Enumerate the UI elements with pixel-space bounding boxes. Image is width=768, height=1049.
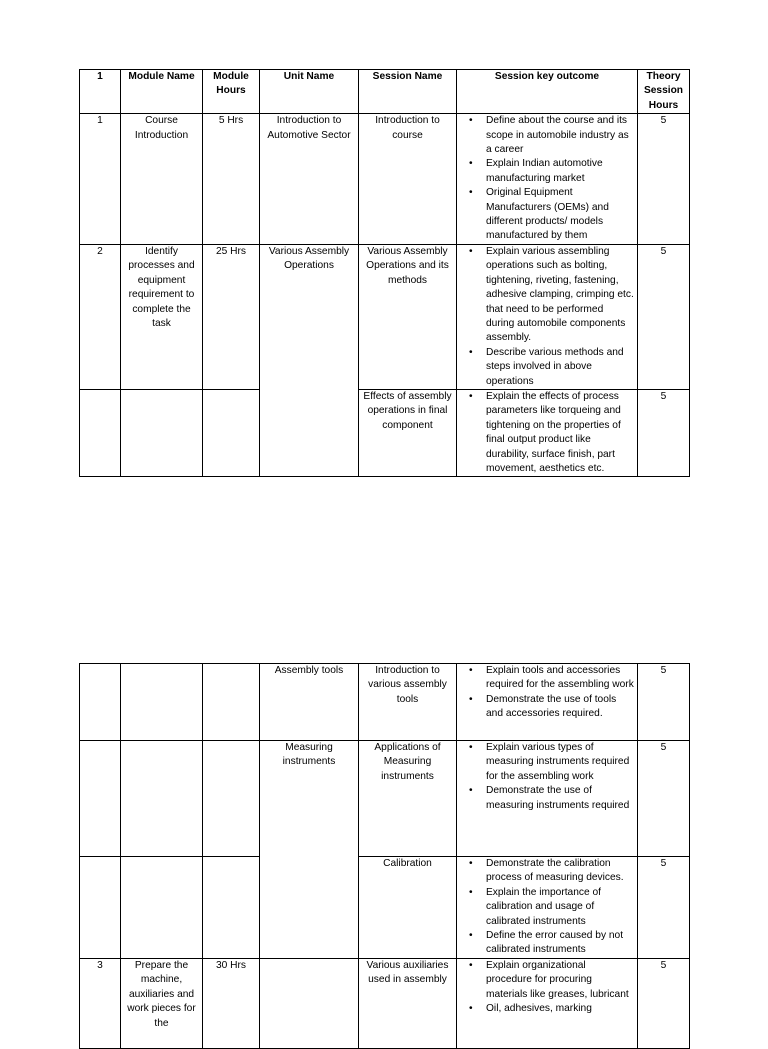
session-name-cell: Introduction to course [359, 114, 457, 245]
outcome-item: • Explain the importance of calibration and usage of calibrated instruments [460, 886, 634, 929]
outcome-item: • Define about the course and its scope in automobile industry as a career [460, 114, 634, 157]
unit-name-cell: Various Assembly Operations [260, 244, 359, 477]
row-number: 3 [80, 959, 121, 1049]
table-row [80, 114, 690, 245]
theory-hours-cell: 5 [638, 114, 690, 245]
outcome-item: • Demonstrate the use of tools and accessories required. [460, 693, 634, 722]
outcome-item: • Demonstrate the use of measuring instruments required [460, 784, 634, 813]
module-name-cell: Course Introduction [121, 114, 203, 245]
session-name-cell: Calibration [359, 857, 457, 959]
table-row [80, 389, 690, 476]
session-outcome-cell [457, 389, 638, 476]
row-number [80, 664, 121, 741]
session-outcome-cell [457, 741, 638, 857]
theory-hours-cell: 5 [638, 664, 690, 741]
table-row [80, 244, 690, 389]
outcome-list [460, 390, 634, 476]
header-module-name: Module Name [121, 70, 203, 114]
table-header-row [80, 70, 690, 114]
module-name-cell [121, 857, 203, 959]
session-outcome-cell [457, 857, 638, 959]
theory-hours-cell: 5 [638, 857, 690, 959]
module-name-cell [121, 741, 203, 857]
unit-name-cell: Assembly tools [260, 664, 359, 741]
unit-name-cell [260, 959, 359, 1049]
module-hours-cell [203, 741, 260, 857]
outcome-list [460, 857, 634, 958]
outcome-item: • Define the error caused by not calibrated instruments [460, 929, 634, 958]
outcome-item: • Demonstrate the calibration process of measuring devices. [460, 857, 634, 886]
outcome-item: • Original Equipment Manufacturers (OEMs) and different products/ models manufactured by them [460, 186, 634, 244]
module-hours-cell [203, 664, 260, 741]
header-theory-session-hours: Theory Session Hours [638, 70, 690, 114]
table-row [80, 664, 690, 741]
outcome-list [460, 959, 634, 1017]
session-name-cell: Applications of Measuring instruments [359, 741, 457, 857]
session-outcome-cell [457, 959, 638, 1049]
row-number: 2 [80, 244, 121, 389]
outcome-item: • Explain organizational procedure for procuring materials like greases, lubricant [460, 959, 634, 1002]
row-number: 1 [80, 114, 121, 245]
curriculum-table-2 [79, 663, 690, 1049]
table-row [80, 741, 690, 857]
session-outcome-cell [457, 664, 638, 741]
theory-hours-cell: 5 [638, 741, 690, 857]
outcome-item: • Explain tools and accessories required for the assembling work [460, 664, 634, 693]
module-name-cell [121, 389, 203, 476]
unit-name-cell: Introduction to Automotive Sector [260, 114, 359, 245]
row-number [80, 389, 121, 476]
module-hours-cell: 25 Hrs [203, 244, 260, 389]
header-unit-name: Unit Name [260, 70, 359, 114]
outcome-list [460, 245, 634, 389]
row-number [80, 741, 121, 857]
session-name-cell: Various auxiliaries used in assembly [359, 959, 457, 1049]
outcome-list [460, 114, 634, 244]
curriculum-table-1 [79, 69, 690, 477]
module-hours-cell: 30 Hrs [203, 959, 260, 1049]
outcome-list [460, 664, 634, 722]
session-outcome-cell [457, 114, 638, 245]
module-name-cell [121, 664, 203, 741]
outcome-item: • Oil, adhesives, marking [460, 1002, 634, 1016]
module-hours-cell [203, 857, 260, 959]
theory-hours-cell: 5 [638, 959, 690, 1049]
outcome-item: • Explain various assembling operations such as bolting, tightening, riveting, fastening, adhesive clamping, crimping etc. that need to be performed during automobile components assembly. [460, 245, 634, 346]
table-row [80, 959, 690, 1049]
theory-hours-cell: 5 [638, 244, 690, 389]
outcome-item: • Describe various methods and steps involved in above operations [460, 346, 634, 389]
session-outcome-cell [457, 244, 638, 389]
outcome-item: • Explain various types of measuring instruments required for the assembling work [460, 741, 634, 784]
outcome-list [460, 741, 634, 813]
outcome-item: • Explain the effects of process parameters like torqueing and tightening on the properties of final output product like durability, surface finish, part movement, aesthetics etc. [460, 390, 634, 476]
row-number [80, 857, 121, 959]
table-row [80, 857, 690, 959]
outcome-item: • Explain Indian automotive manufacturing market [460, 157, 634, 186]
header-session-key-outcome: Session key outcome [457, 70, 638, 114]
header-session-name: Session Name [359, 70, 457, 114]
module-hours-cell [203, 389, 260, 476]
session-name-cell: Introduction to various assembly tools [359, 664, 457, 741]
module-hours-cell: 5 Hrs [203, 114, 260, 245]
unit-name-cell: Measuring instruments [260, 741, 359, 959]
session-name-cell: Various Assembly Operations and its methods [359, 244, 457, 389]
theory-hours-cell: 5 [638, 389, 690, 476]
module-name-cell: Prepare the machine, auxiliaries and work pieces for the [121, 959, 203, 1049]
header-module-hours: Module Hours [203, 70, 260, 114]
module-name-cell: Identify processes and equipment requirement to complete the task [121, 244, 203, 389]
header-num: 1 [80, 70, 121, 114]
session-name-cell: Effects of assembly operations in final component [359, 389, 457, 476]
